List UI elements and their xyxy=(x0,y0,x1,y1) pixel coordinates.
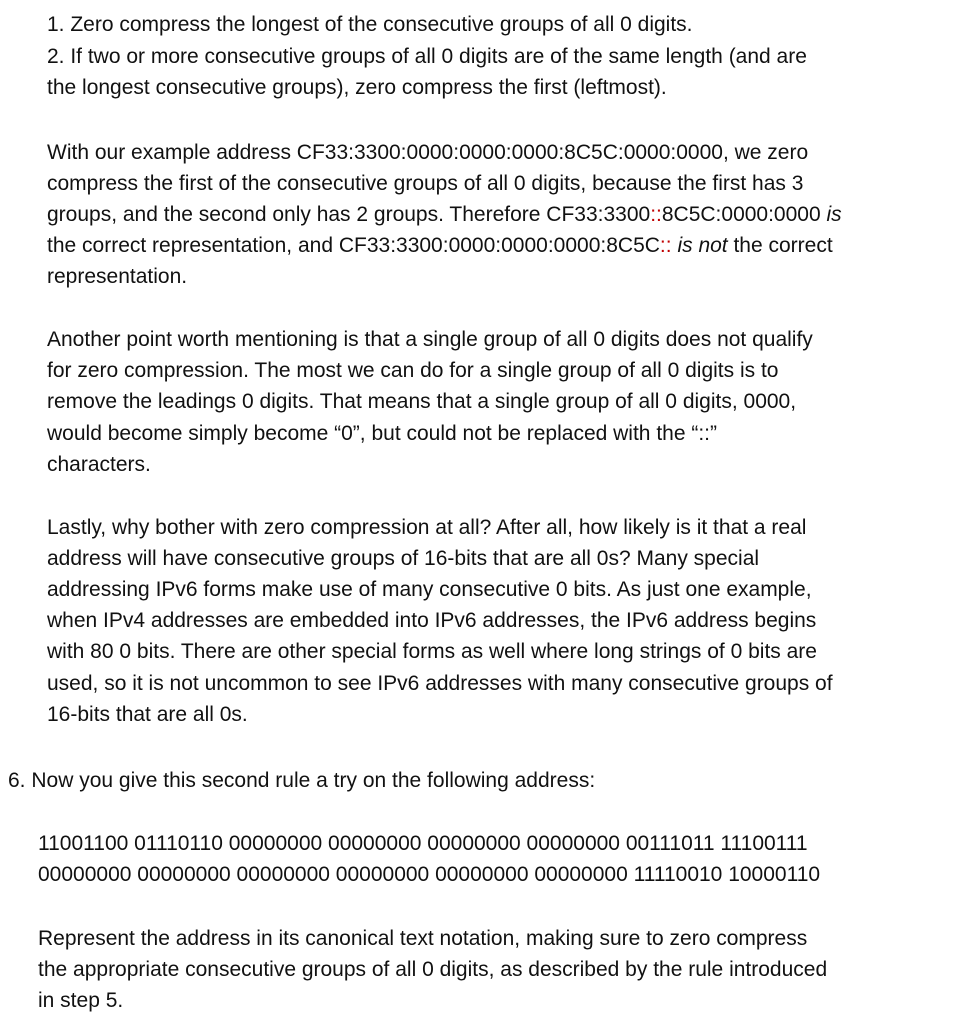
emphasis-is-not: is not xyxy=(677,234,728,257)
text-line: when IPv4 addresses are embedded into IPv6 addresses, the IPv6 address begins xyxy=(47,609,817,632)
text-line: with 80 0 bits. There are other special forms as well where long strings of 0 bits are xyxy=(47,640,817,663)
text-segment: the correct representation, and CF33:3300:0000:0000:0000:8C5C xyxy=(47,234,660,257)
rule-1: 1. Zero compress the longest of the consecutive groups of all 0 digits. xyxy=(47,13,693,36)
step-6-heading: 6. Now you give this second rule a try on the following address: xyxy=(8,769,596,792)
text-line xyxy=(47,231,833,261)
text-segment: groups, and the second only has 2 groups. Therefore CF33:3300 xyxy=(47,203,651,226)
text-line: representation. xyxy=(47,265,188,288)
text-line: address will have consecutive groups of 16-bits that are all 0s? Many special xyxy=(47,547,760,570)
text-line: would become simply become “0”, but could not be replaced with the “::” xyxy=(47,422,718,445)
text-line: in step 5. xyxy=(38,989,124,1012)
text-line: for zero compression. The most we can do for a single group of all 0 digits is to xyxy=(47,359,779,382)
text-line: Lastly, why bother with zero compression at all? After all, how likely is it that a real xyxy=(47,516,807,539)
text-segment: 8C5C:0000:0000 xyxy=(661,203,827,226)
text-line: 16-bits that are all 0s. xyxy=(47,703,248,726)
double-colon-highlight: :: xyxy=(659,234,672,257)
emphasis-is: is xyxy=(826,203,842,226)
text-line: compress the first of the consecutive groups of all 0 digits, because the first has 3 xyxy=(47,172,804,195)
text-line xyxy=(47,200,842,230)
text-line: Represent the address in its canonical text notation, making sure to zero compress xyxy=(38,927,808,950)
rule-2-line-1: 2. If two or more consecutive groups of all 0 digits are of the same length (and are xyxy=(47,45,807,68)
text-line: the appropriate consecutive groups of all 0 digits, as described by the rule introduced xyxy=(38,958,828,981)
text-line: With our example address CF33:3300:0000:0000:0000:8C5C:0000:0000, we zero xyxy=(47,141,809,164)
binary-line-1: 11001100 01110110 00000000 00000000 00000000 00000000 00111011 11100111 xyxy=(38,832,808,855)
text-line: Another point worth mentioning is that a single group of all 0 digits does not qualify xyxy=(47,328,813,351)
binary-line-2: 00000000 00000000 00000000 00000000 00000000 00000000 11110010 10000110 xyxy=(38,863,821,886)
text-line: remove the leadings 0 digits. That means that a single group of all 0 digits, 0000, xyxy=(47,390,797,413)
rule-2-line-2: the longest consecutive groups), zero compress the first (leftmost). xyxy=(47,76,667,99)
double-colon-highlight: :: xyxy=(650,203,662,226)
text-line: addressing IPv6 forms make use of many consecutive 0 bits. As just one example, xyxy=(47,578,812,601)
text-line: characters. xyxy=(47,453,151,476)
text-segment: the correct xyxy=(727,234,833,257)
text-line: used, so it is not uncommon to see IPv6 addresses with many consecutive groups of xyxy=(47,672,833,695)
